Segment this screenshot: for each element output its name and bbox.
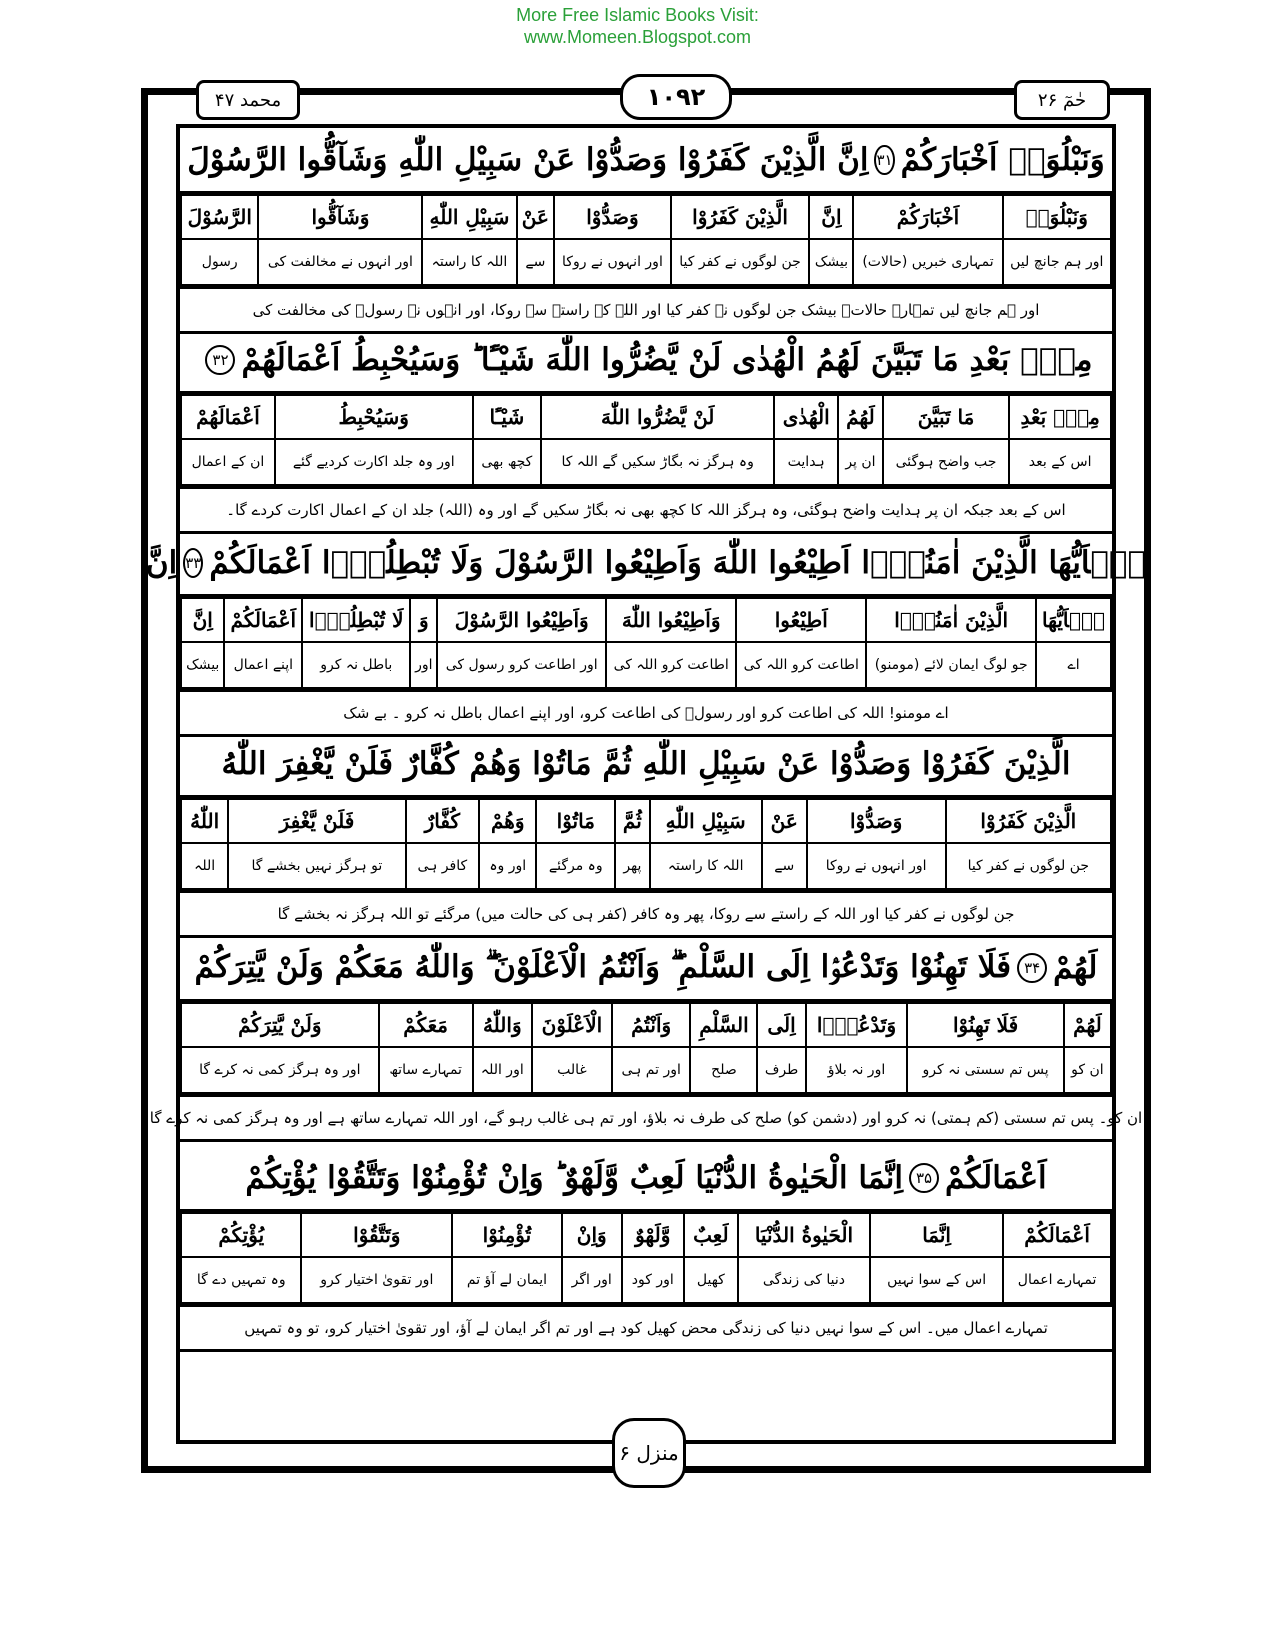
- verse-section: [180, 732, 1112, 938]
- arabic-word-cell: وَاللّٰهُ: [473, 1003, 532, 1047]
- arabic-text: مِنْۢ بَعْدِ مَا تَبَيَّنَ لَهُمُ الْهُدٰى لَنْ يَّضُرُّوا اللّٰهَ شَيْـًٔا ؕ وَسَيُحْبِطُ اَعْمَالَهُمْ: [241, 341, 1093, 378]
- urdu-translation-line: جن لوگوں نے کفر کیا اور اللہ کے راستے سے روکا، پھر وہ کافر (کفر ہی کی حالت میں) مرگئے تو اللہ ہرگز نہ بخشے گا: [180, 890, 1112, 938]
- urdu-meanings-row: [181, 439, 1111, 485]
- arabic-word-cell: الْحَيٰوةُ الدُّنْيَا: [738, 1213, 870, 1257]
- urdu-meaning-cell: اللہ: [181, 843, 228, 889]
- manzil-marker: منزل ۶: [612, 1418, 686, 1488]
- urdu-meanings-row: [181, 1047, 1111, 1093]
- arabic-text-continued: اِنَّ: [145, 544, 178, 581]
- word-by-word-table: [180, 1212, 1112, 1304]
- urdu-meaning-cell: ان پر: [838, 439, 882, 485]
- urdu-meaning-cell: اور وہ: [479, 843, 536, 889]
- urdu-meaning-cell: سے: [517, 239, 555, 285]
- urdu-meaning-cell: باطل نہ کرو: [302, 642, 410, 688]
- urdu-meaning-cell: تو ہرگز نہیں بخشے گا: [228, 843, 405, 889]
- urdu-meaning-cell: رسول: [181, 239, 258, 285]
- urdu-meaning-cell: وہ مرگئے: [536, 843, 615, 889]
- urdu-meaning-cell: تمہاری خبریں (حالات): [853, 239, 1002, 285]
- arabic-word-cell: وَصَدُّوْا: [807, 799, 946, 843]
- arabic-word-cell: وَّلَهْوٌ: [622, 1213, 684, 1257]
- arabic-word-cell: لَعِبٌ: [684, 1213, 738, 1257]
- urdu-meaning-cell: اور انہوں نے روکا: [554, 239, 671, 285]
- ayah-number-marker: ۳۳: [183, 548, 203, 578]
- arabic-word-cell: وَاِنْ: [562, 1213, 622, 1257]
- promo-link[interactable]: www.Momeen.Blogspot.com: [523, 27, 752, 47]
- arabic-word-cell: اِنَّمَا: [870, 1213, 1003, 1257]
- urdu-meaning-cell: اور وہ ہرگز کمی نہ کرے گا: [181, 1047, 379, 1093]
- word-by-word-table: [180, 1002, 1112, 1094]
- urdu-meaning-cell: پھر: [615, 843, 649, 889]
- arabic-text-continued: اِنَّمَا الْحَيٰوةُ الدُّنْيَا لَعِبٌ وَّلَهْوٌ ؕ وَاِنْ تُؤْمِنُوْا وَتَتَّقُوْا يُؤْتِكُمْ: [245, 1159, 903, 1196]
- urdu-meaning-cell: دنیا کی زندگی: [738, 1257, 870, 1303]
- page-number: ۱۰۹۲: [620, 74, 732, 120]
- urdu-translation-line: اس کے بعد جبکہ ان پر ہدایت واضح ہوگئی، وہ ہرگز اللہ کا کچھ بھی نہ بگاڑ سکیں گے اور وہ (اللہ) جلد ان کے اعمال اکارت کردے گا۔: [180, 486, 1112, 534]
- ayah-number-marker: ۳۵: [909, 1163, 939, 1193]
- arabic-text: لَهُمْ: [1053, 949, 1098, 986]
- arabic-word-cell: يٰۤاَيُّهَا: [1036, 598, 1111, 642]
- arabic-word-cell: شَيْـًٔا: [473, 395, 542, 439]
- urdu-meaning-cell: اور نہ بلاؤ: [806, 1047, 908, 1093]
- arabic-word-cell: مِنْۢ بَعْدِ: [1009, 395, 1111, 439]
- arabic-word-cell: وَاَنْتُمُ: [612, 1003, 691, 1047]
- arabic-word-cell: لَهُمْ: [1064, 1003, 1111, 1047]
- arabic-word-cell: الْاَعْلَوْنَ: [532, 1003, 612, 1047]
- arabic-word-cell: وَنَبْلُوَا۟: [1003, 195, 1111, 239]
- word-by-word-table: [180, 798, 1112, 890]
- arabic-words-row: [181, 1213, 1111, 1257]
- arabic-word-cell: مَا تَبَيَّنَ: [883, 395, 1010, 439]
- urdu-translation-line: اور ہم جانچ لیں تمہارے حالات۔ بیشک جن لوگوں نے کفر کیا اور اللہ کے راستے سے روکا، اور انہوں نے رسولؐ کی مخالفت کی: [180, 286, 1112, 334]
- arabic-word-cell: وَهُمْ: [479, 799, 536, 843]
- urdu-meaning-cell: اور: [410, 642, 437, 688]
- urdu-meaning-cell: ایمان لے آؤ تم: [452, 1257, 562, 1303]
- promo-banner[interactable]: [0, 4, 1275, 48]
- urdu-meaning-cell: اللہ کا راستہ: [650, 843, 762, 889]
- urdu-meaning-cell: کچھ بھی: [473, 439, 542, 485]
- surah-header-left: محمد ۴۷: [196, 80, 300, 120]
- verse-section: [180, 128, 1112, 334]
- urdu-meaning-cell: اطاعت کرو اللہ کی: [606, 642, 736, 688]
- ayah-number-marker: ۳۲: [205, 345, 235, 375]
- promo-line-1: More Free Islamic Books Visit:: [516, 5, 759, 25]
- urdu-meaning-cell: اپنے اعمال: [224, 642, 302, 688]
- arabic-words-row: [181, 598, 1111, 642]
- arabic-word-cell: الرَّسُوْلَ: [181, 195, 258, 239]
- urdu-meaning-cell: جب واضح ہوگئی: [883, 439, 1010, 485]
- arabic-word-cell: وَصَدُّوْا: [554, 195, 671, 239]
- arabic-word-cell: اَعْمَالَهُمْ: [181, 395, 275, 439]
- urdu-meaning-cell: اور وہ جلد اکارت کردیے گئے: [275, 439, 473, 485]
- arabic-word-cell: وَلَنْ يَّتِرَكُمْ: [181, 1003, 379, 1047]
- urdu-meaning-cell: اور ہم جانچ لیں: [1003, 239, 1111, 285]
- arabic-word-cell: وَ: [410, 598, 437, 642]
- arabic-verse-line: [180, 936, 1112, 1002]
- arabic-word-cell: الَّذِيْنَ كَفَرُوْا: [946, 799, 1111, 843]
- urdu-meaning-cell: اس کے سوا نہیں: [870, 1257, 1003, 1303]
- arabic-word-cell: مَعَكُمْ: [379, 1003, 473, 1047]
- arabic-word-cell: الْهُدٰى: [774, 395, 838, 439]
- arabic-word-cell: اَخْبَارَكُمْ: [853, 195, 1002, 239]
- urdu-meaning-cell: اور انہوں نے روکا: [807, 843, 946, 889]
- arabic-verse-line: [180, 328, 1112, 394]
- arabic-word-cell: السَّلْمِ: [690, 1003, 757, 1047]
- urdu-meaning-cell: کافر ہی: [406, 843, 480, 889]
- arabic-word-cell: وَتَتَّقُوْا: [301, 1213, 452, 1257]
- word-by-word-table: [180, 194, 1112, 286]
- urdu-meaning-cell: اور اللہ: [473, 1047, 532, 1093]
- arabic-words-row: [181, 799, 1111, 843]
- urdu-meaning-cell: ان کے اعمال: [181, 439, 275, 485]
- urdu-meaning-cell: بیشک: [181, 642, 224, 688]
- urdu-meaning-cell: اور کود: [622, 1257, 684, 1303]
- urdu-meaning-cell: جن لوگوں نے کفر کیا: [671, 239, 810, 285]
- ayah-number-marker: ۳۱: [874, 145, 894, 175]
- arabic-word-cell: وَسَيُحْبِطُ: [275, 395, 473, 439]
- arabic-verse-line: [180, 128, 1112, 194]
- ayah-number-marker: ۳۴: [1017, 953, 1047, 983]
- arabic-word-cell: عَنْ: [762, 799, 807, 843]
- arabic-word-cell: الَّذِيْنَ كَفَرُوْا: [671, 195, 810, 239]
- verse-section: [180, 328, 1112, 534]
- arabic-text-continued: فَلَا تَهِنُوْا وَتَدْعُوْۤا اِلَى السَّلْمِ ۖۗ وَاَنْتُمُ الْاَعْلَوْنَ ۖۗ وَاللّٰهُ مَعَكُمْ وَلَنْ يَّتِرَكُمْ: [194, 949, 1012, 985]
- urdu-meaning-cell: وہ ہرگز نہ بگاڑ سکیں گے اللہ کا: [541, 439, 774, 485]
- arabic-word-cell: اللّٰهُ: [181, 799, 228, 843]
- arabic-text: الَّذِيْنَ كَفَرُوْا وَصَدُّوْا عَنْ سَبِيْلِ اللّٰهِ ثُمَّ مَاتُوْا وَهُمْ كُفَّارٌ فَلَنْ يَّغْفِرَ اللّٰهُ: [221, 745, 1071, 782]
- verse-section: [149, 936, 1143, 1142]
- arabic-word-cell: عَنْ: [517, 195, 555, 239]
- urdu-meaning-cell: اور اگر: [562, 1257, 622, 1303]
- urdu-meaning-cell: صلح: [690, 1047, 757, 1093]
- urdu-meaning-cell: اور تم ہی: [612, 1047, 691, 1093]
- arabic-word-cell: وَاَطِيْعُوا اللّٰهَ: [606, 598, 736, 642]
- urdu-meaning-cell: ہدایت: [774, 439, 838, 485]
- urdu-meanings-row: [181, 642, 1111, 688]
- urdu-meaning-cell: اور اطاعت کرو رسول کی: [437, 642, 606, 688]
- urdu-meaning-cell: اے: [1036, 642, 1111, 688]
- arabic-word-cell: اِلَى: [757, 1003, 805, 1047]
- arabic-word-cell: يُؤْتِكُمْ: [181, 1213, 301, 1257]
- urdu-meaning-cell: اللہ کا راستہ: [422, 239, 516, 285]
- arabic-word-cell: اِنَّ: [809, 195, 853, 239]
- arabic-word-cell: سَبِيْلِ اللّٰهِ: [422, 195, 516, 239]
- urdu-meaning-cell: تمہارے ساتھ: [379, 1047, 473, 1093]
- urdu-meanings-row: [181, 843, 1111, 889]
- arabic-word-cell: لَهُمُ: [838, 395, 882, 439]
- urdu-meanings-row: [181, 1257, 1111, 1303]
- arabic-word-cell: وَشَآقُّوا: [258, 195, 422, 239]
- urdu-meaning-cell: بیشک: [809, 239, 853, 285]
- arabic-word-cell: اَعْمَالَكُمْ: [1003, 1213, 1111, 1257]
- urdu-meaning-cell: طرف: [757, 1047, 805, 1093]
- word-by-word-table: [180, 597, 1112, 689]
- urdu-meaning-cell: غالب: [532, 1047, 612, 1093]
- arabic-text: وَنَبْلُوَا۟ اَخْبَارَكُمْ: [900, 141, 1105, 178]
- arabic-word-cell: اَطِيْعُوا: [736, 598, 866, 642]
- urdu-meaning-cell: اس کے بعد: [1009, 439, 1111, 485]
- urdu-meaning-cell: اور تقویٰ اختیار کرو: [301, 1257, 452, 1303]
- arabic-word-cell: اَعْمَالَكُمْ: [224, 598, 302, 642]
- arabic-text: اَعْمَالَكُمْ: [945, 1159, 1047, 1196]
- word-by-word-table: [180, 394, 1112, 486]
- arabic-verse-line: [180, 732, 1112, 798]
- urdu-meaning-cell: کھیل: [684, 1257, 738, 1303]
- arabic-word-cell: ثُمَّ: [615, 799, 649, 843]
- arabic-word-cell: سَبِيْلِ اللّٰهِ: [650, 799, 762, 843]
- verse-section: [145, 531, 1147, 737]
- urdu-meaning-cell: اور انہوں نے مخالفت کی: [258, 239, 422, 285]
- urdu-meaning-cell: سے: [762, 843, 807, 889]
- urdu-meaning-cell: پس تم سستی نہ کرو: [907, 1047, 1063, 1093]
- urdu-translation-line: تمہارے اعمال میں۔ اس کے سوا نہیں دنیا کی زندگی محض کھیل کود ہے اور تم اگر ایمان لے آؤ، اور تقویٰ اختیار کرو، تو وہ تمہیں: [180, 1304, 1112, 1352]
- arabic-verse-line: [145, 531, 1147, 597]
- arabic-words-row: [181, 1003, 1111, 1047]
- arabic-words-row: [181, 195, 1111, 239]
- arabic-word-cell: كُفَّارٌ: [406, 799, 480, 843]
- arabic-word-cell: تُؤْمِنُوْا: [452, 1213, 562, 1257]
- arabic-word-cell: فَلَنْ يَّغْفِرَ: [228, 799, 405, 843]
- arabic-verse-line: [180, 1146, 1112, 1212]
- arabic-word-cell: مَاتُوْا: [536, 799, 615, 843]
- arabic-words-row: [181, 395, 1111, 439]
- arabic-word-cell: اِنَّ: [181, 598, 224, 642]
- arabic-text-continued: اِنَّ الَّذِيْنَ كَفَرُوْا وَصَدُّوْا عَنْ سَبِيْلِ اللّٰهِ وَشَآقُّوا الرَّسُوْلَ: [187, 141, 869, 178]
- urdu-meaning-cell: تمہارے اعمال: [1003, 1257, 1111, 1303]
- arabic-word-cell: لَنْ يَّضُرُّوا اللّٰهَ: [541, 395, 774, 439]
- arabic-word-cell: الَّذِيْنَ اٰمَنُوْۤا: [866, 598, 1036, 642]
- urdu-meanings-row: [181, 239, 1111, 285]
- urdu-translation-line: ان کو۔ پس تم سستی (کم ہمتی) نہ کرو اور (دشمن کو) صلح کی طرف نہ بلاؤ، اور تم ہی غالب رہو گے، اور اللہ تمہارے ساتھ ہے اور وہ ہرگز کمی نہ کرے گا: [180, 1094, 1112, 1142]
- arabic-text: يٰۤاَيُّهَا الَّذِيْنَ اٰمَنُوْۤا اَطِيْعُوا اللّٰهَ وَاَطِيْعُوا الرَّسُوْلَ وَلَا تُبْطِلُوْۤا اَعْمَالَكُمْ: [209, 544, 1147, 581]
- urdu-translation-line: اے مومنو! اللہ کی اطاعت کرو اور رسولؐ کی اطاعت کرو، اور اپنے اعمال باطل نہ کرو ۔ بے شک: [180, 689, 1112, 737]
- para-header-right: حٰمٓ ۲۶: [1014, 80, 1110, 120]
- urdu-meaning-cell: جو لوگ ایمان لائے (مومنو): [866, 642, 1036, 688]
- urdu-meaning-cell: وہ تمہیں دے گا: [181, 1257, 301, 1303]
- arabic-word-cell: فَلَا تَهِنُوْا: [907, 1003, 1063, 1047]
- arabic-word-cell: لَا تُبْطِلُوْۤا: [302, 598, 410, 642]
- urdu-meaning-cell: جن لوگوں نے کفر کیا: [946, 843, 1111, 889]
- urdu-meaning-cell: اطاعت کرو اللہ کی: [736, 642, 866, 688]
- urdu-meaning-cell: ان کو: [1064, 1047, 1111, 1093]
- verse-section: [180, 1146, 1112, 1352]
- arabic-word-cell: وَتَدْعُوْۤا: [806, 1003, 908, 1047]
- arabic-word-cell: وَاَطِيْعُوا الرَّسُوْلَ: [437, 598, 606, 642]
